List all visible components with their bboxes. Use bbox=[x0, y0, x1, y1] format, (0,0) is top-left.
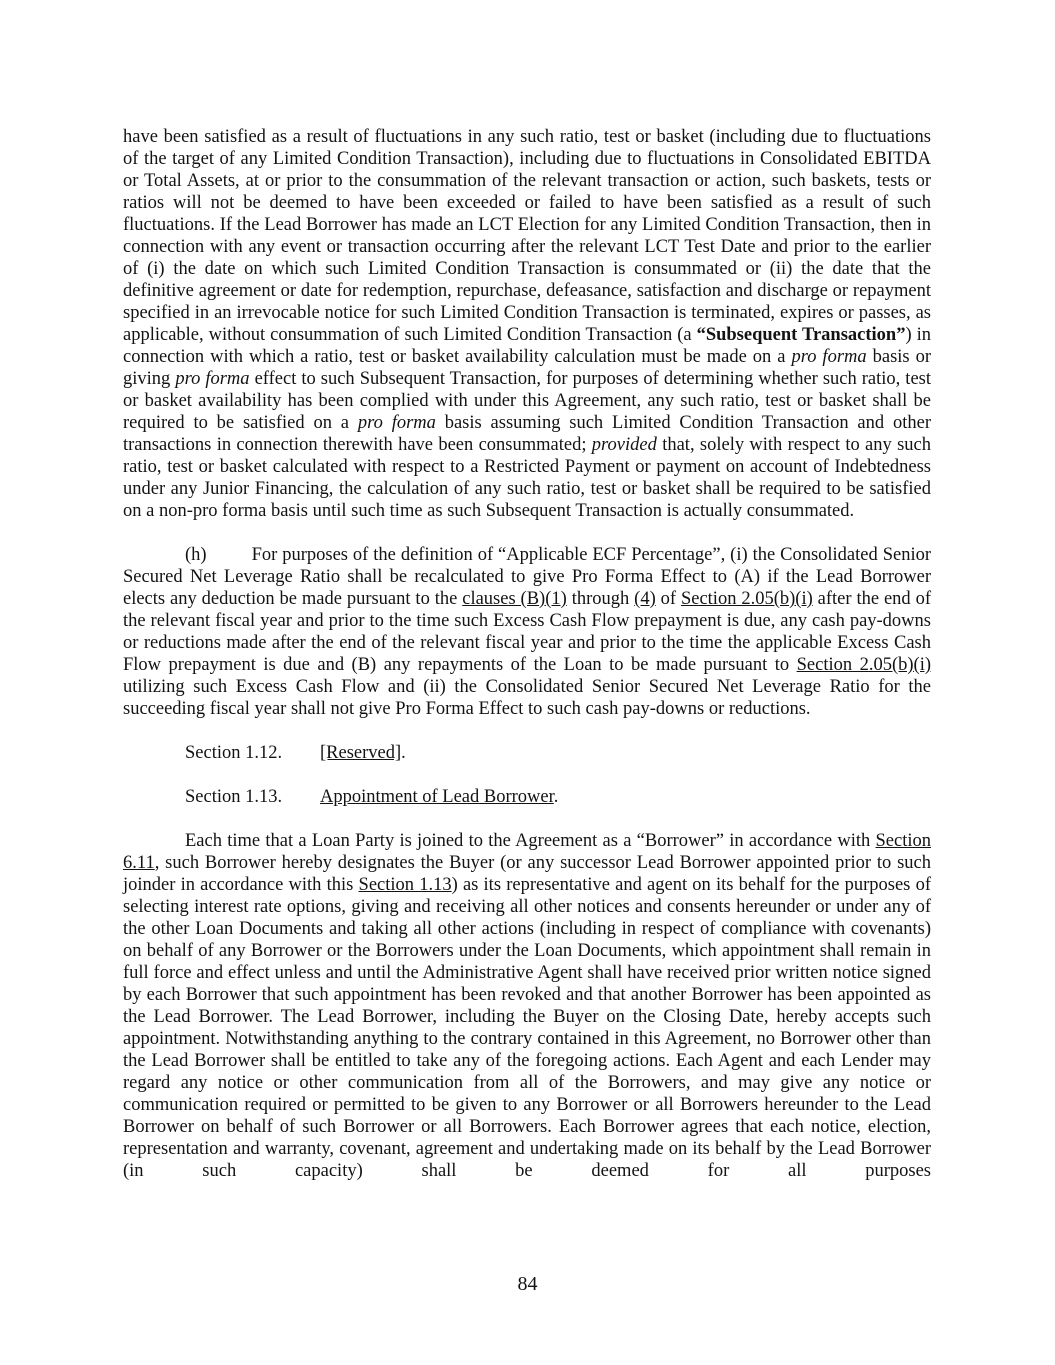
section-reference: Section 2.05(b)(i) bbox=[680, 589, 813, 609]
section-reference: (4) bbox=[634, 589, 656, 609]
text-run: Each time that a Loan Party is joined to the Agreement as a “Borrower” in accordance with bbox=[185, 831, 876, 851]
italic-term: pro forma bbox=[357, 413, 436, 433]
paragraph-lct-fluctuations bbox=[123, 126, 931, 522]
text-run: effect to such Subsequent Transaction, for purposes of determining whether such ratio, test or basket availability has been complied with under this Agreement, any such ratio, test or basket shall be required to be satisfied on a bbox=[123, 369, 931, 433]
section-title-period: . bbox=[401, 743, 406, 763]
text-run: utilizing such Excess Cash Flow and (ii) the Consolidated Senior Secured Net Leverage Ratio for the succeeding fiscal year shall not give Pro Forma Effect to such cash pay-downs or reductions. bbox=[123, 677, 931, 719]
text-run: (h) bbox=[185, 545, 207, 565]
section-heading-1-13 bbox=[123, 786, 931, 808]
page-number: 84 bbox=[517, 1273, 538, 1295]
text-run: through bbox=[566, 589, 635, 609]
italic-term: pro forma bbox=[791, 347, 867, 367]
paragraph-h-applicable-ecf-percentage bbox=[123, 544, 931, 720]
paragraph-appointment-of-lead-borrower bbox=[123, 830, 931, 1182]
text-run: of bbox=[655, 589, 681, 609]
document-body bbox=[123, 126, 931, 1204]
section-number: Section 1.13. bbox=[185, 787, 283, 807]
section-reference: Section 6.11 bbox=[123, 831, 931, 873]
text-run: basis or giving bbox=[123, 347, 931, 389]
defined-term: “Subsequent Transaction” bbox=[696, 325, 906, 345]
text-run: For purposes of the definition of “Applicable ECF Percentage”, (i) the Consolidated Senior Secured Net Leverage Ratio shall be recalculated to give Pro Forma Effect to (A) if the Lead Borrower elects any deduction be made pursuant to the bbox=[123, 545, 931, 609]
text-run: , such Borrower hereby designates the Buyer (or any successor Lead Borrower appointed prior to such joinder in accordance with this bbox=[123, 853, 931, 895]
text-run: that, solely with respect to any such ratio, test or basket calculated with respect to a Restricted Payment or payment on account of Indebtedness under any Junior Financing, the calculation of any such ratio, test or basket shall be required to be satisfied on a non-pro forma basis until such time as such Subsequent Transaction is actually consummated. bbox=[123, 435, 931, 521]
text-run: after the end of the relevant fiscal year and prior to the time such Excess Cash Flow prepayment is due, any cash pay-downs or reductions made after the end of the relevant fiscal year and prior to the time the applicable Excess Cash Flow prepayment is due and (B) any repayments of the Loan to be made pursuant to bbox=[123, 589, 931, 675]
section-number: Section 1.12. bbox=[185, 743, 283, 763]
section-heading-1-12 bbox=[123, 742, 931, 764]
italic-term: provided bbox=[591, 435, 657, 455]
section-title: Appointment of Lead Borrower bbox=[320, 787, 554, 807]
section-reference: clauses (B)(1) bbox=[462, 589, 567, 609]
section-reference: Section 1.13 bbox=[358, 875, 452, 895]
italic-term: pro forma bbox=[175, 369, 250, 389]
text-run: ) as its representative and agent on its behalf for the purposes of selecting interest rate options, giving and receiving all other notices and consents hereunder or under any of the other Loan Documents and taking all other actions (including in respect of compliance with covenants) on behalf of any Borrower or the Borrowers under the Loan Documents, which appointment shall remain in full force and effect unless and until the Administrative Agent shall have received prior written notice signed by each Borrower that such appointment has been revoked and that another Borrower has been appointed as the Lead Borrower. The Lead Borrower, including the Buyer on the Closing Date, hereby accepts such appointment. Notwithstanding anything to the contrary contained in this Agreement, no Borrower other than the Lead Borrower shall be entitled to take any of the foregoing actions. Each Agent and each Lender may regard any notice or other communication from all of the Borrowers, and may give any notice or communication required or permitted to be given to any Borrower or all Borrowers hereunder to the Lead Borrower on behalf of such Borrower or all Borrowers. Each Borrower agrees that each notice, election, representation and warranty, covenant, agreement and undertaking made on its behalf by the Lead Borrower (in such capacity) shall be deemed for all purposes bbox=[123, 875, 931, 1181]
text-run: ) in connection with which a ratio, test or basket availability calculation must be made on a bbox=[123, 325, 931, 367]
text-run: have been satisfied as a result of fluctuations in any such ratio, test or basket (including due to fluctuations of the target of any Limited Condition Transaction), including due to fluctuations in Consolidated EBITDA or Total Assets, at or prior to the consummation of the relevant transaction or action, such baskets, tests or ratios will not be deemed to have been exceeded or failed to have been satisfied as a result of such fluctuations. If the Lead Borrower has made an LCT Election for any Limited Condition Transaction, then in connection with any event or transaction occurring after the relevant LCT Test Date and prior to the earlier of (i) the date on which such Limited Condition Transaction is consummated or (ii) the date that the definitive agreement or date for redemption, repurchase, defeasance, satisfaction and discharge or repayment specified in an irrevocable notice for such Limited Condition Transaction is terminated, expires or passes, as applicable, without consummation of such Limited Condition Transaction (a bbox=[123, 127, 931, 345]
section-reference: Section 2.05(b)(i) bbox=[796, 655, 931, 675]
section-title: [Reserved] bbox=[320, 743, 402, 763]
text-run: basis assuming such Limited Condition Transaction and other transactions in connection therewith have been consummated; bbox=[123, 413, 931, 455]
section-title-period: . bbox=[553, 787, 559, 807]
